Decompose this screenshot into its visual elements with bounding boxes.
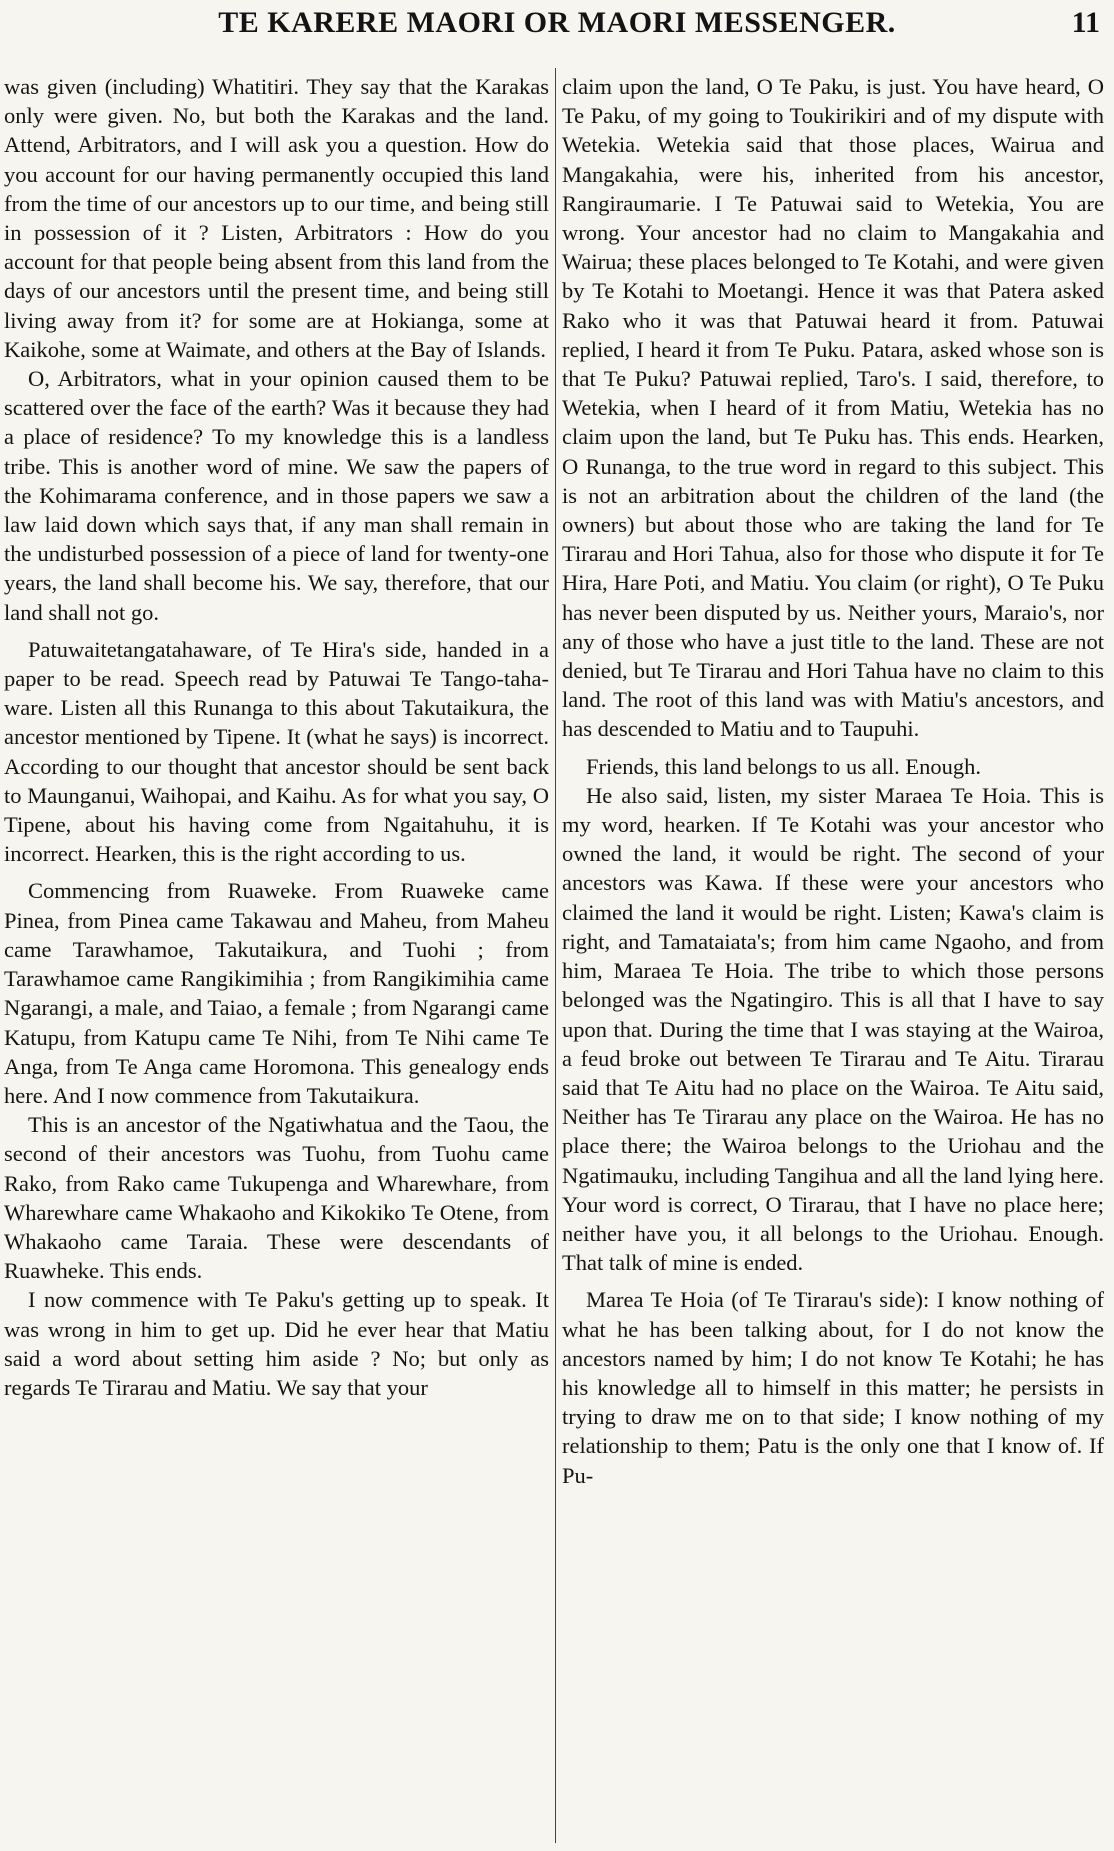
paragraph: Patuwaitetangatahaware, of Te Hira's side, handed in a paper to be read. Speech read by Patuwai Te Tango-taha-ware. Listen all this Runanga to this about Takutaikura, the ancestor mentioned by Tipene. It (what he says) is incorrect. According to our thought that ancestor should be sent back to Maunganui, Waihopai, and Kaihu. As for what you say, O Tipene, about his having come from Ngaitahuhu, it is incorrect. Hearken, this is the right according to us. (4, 636, 549, 867)
newspaper-title: TE KARERE MAORI OR MAORI MESSENGER. (218, 6, 896, 39)
right-column (562, 72, 1104, 1842)
paragraph: claim upon the land, O Te Paku, is just. You have heard, O Te Paku, of my going to Toukirikiri and of my dispute with Wetekia. Wetekia said that those places, Wairua and Mangakahia, were his, inherited from his ancestor, Rangiraumarie. I Te Patuwai said to Wetekia, You are wrong. Your ancestor had no claim to Mangakahia and Wairua; these places belonged to Te Kotahi, and were given by Te Kotahi to Moetangi. Hence it was that Patera asked Rako who it was that Patuwai heard it from. Patuwai replied, I heard it from Te Puku. Patara, asked whose son is that Te Puku? Patuwai replied, Taro's. I said, therefore, to Wetekia, when I heard of it from Matiu, Wetekia has no claim upon the land, but Te Puku has. This ends. Hearken, O Runanga, to the true word in regard to this subject. This is not an arbitration about the children of the land (the owners) but about those who are taking the land for Te Tirarau and Hori Tahua, also for those who dispute it for Te Hira, Hare Poti, and Matiu. You claim (or right), O Te Puku has never been disputed by us. Neither yours, Maraio's, nor any of those who have a just title to the land. These are not denied, but Te Tirarau and Hori Tahua have no claim to this land. The root of this land was with Matiu's ancestors, and has descended to Matiu and to Taupuhi. (562, 74, 1104, 742)
left-column (4, 72, 549, 1842)
page-number: 11 (1071, 6, 1100, 39)
paragraph: was given (including) Whatitiri. They say that the Karakas only were given. No, but both the Karakas and the land. Attend, Arbitrators, and I will ask you a question. How do you account for our having permanently occupied this land from the time of our ancestors up to our time, and being still in possession of it ? Listen, Arbitrators : How do you account for that people being absent from this land from the days of our ancestors until the present time, and being still living away from it? for some are at Hokianga, some at Kaikohe, some at Waimate, and others at the Bay of Islands. (4, 74, 549, 362)
paragraph: I now commence with Te Paku's getting up to speak. It was wrong in him to get up. Did he ever hear that Matiu said a word about setting him aside ? No; but only as regards Te Tirarau and Matiu. We say that your (4, 1287, 549, 1400)
paragraph: This is an ancestor of the Ngatiwhatua and the Taou, the second of their ancestors was Tuohu, from Tuohu came Rako, from Rako came Tukupenga and Wharewhare, from Wharewhare came Whakaoho and Kikokiko Te Otene, from Whakaoho came Taraia. These were descendants of Ruawheke. This ends. (4, 1112, 549, 1284)
column-divider (555, 68, 556, 1843)
paragraph: O, Arbitrators, what in your opinion caused them to be scattered over the face of the earth? Was it because they had a place of residence? To my knowledge this is a landless tribe. This is another word of mine. We saw the papers of the Kohimarama conference, and in those papers we saw a law laid down which says that, if any man shall remain in the undisturbed possession of a piece of land for twenty-one years, the land shall become his. We say, therefore, that our land shall not go. (4, 366, 549, 625)
paragraph: Marea Te Hoia (of Te Tirarau's side): I know nothing of what he has been talking about, for I do not know the ancestors named by him; I do not know Te Kotahi; he has his knowledge all to himself in this matter; he persists in trying to draw me on to that side; I know nothing of my relationship to them; Patu is the only one that I know of. If Pu- (562, 1287, 1104, 1488)
page-header (0, 6, 1114, 52)
paragraph: Commencing from Ruaweke. From Ruaweke came Pinea, from Pinea came Takawau and Maheu, from Maheu came Tarawhamoe, Takutaikura, and Tuohi ; from Tarawhamoe came Rangikimihia ; from Rangikimihia came Ngarangi, a male, and Taiao, a female ; from Ngarangi came Katupu, from Katupu came Te Nihi, from Te Nihi came Te Anga, from Te Anga came Horomona. This genealogy ends here. And I now commence from Takutaikura. (4, 878, 549, 1108)
paragraph: Friends, this land belongs to us all. Enough. (586, 753, 981, 779)
paragraph: He also said, listen, my sister Maraea Te Hoia. This is my word, hearken. If Te Kotahi was your ancestor who owned the land, it would be right. The second of your ancestors was Kawa. If these were your ancestors who claimed the land it would be right. Listen; Kawa's claim is right, and Tamataiata's; from him came Ngaoho, and from him, Maraea Te Hoia. The tribe to which those persons belonged was the Ngatingiro. This is all that I have to say upon that. During the time that I was staying at the Wairoa, a feud broke out between Te Tirarau and Te Aitu. Tirarau said that Te Aitu had no place on the Wairoa. Te Aitu said, Neither has Te Tirarau any place on the Wairoa. He has no place there; the Wairoa belongs to the Uriohau and the Ngatimauku, including Tangihua and all the land lying here. Your word is correct, O Tirarau, that I have no place here; neither have you, it all belongs to the Uriohau. Enough. That talk of mine is ended. (562, 782, 1104, 1276)
